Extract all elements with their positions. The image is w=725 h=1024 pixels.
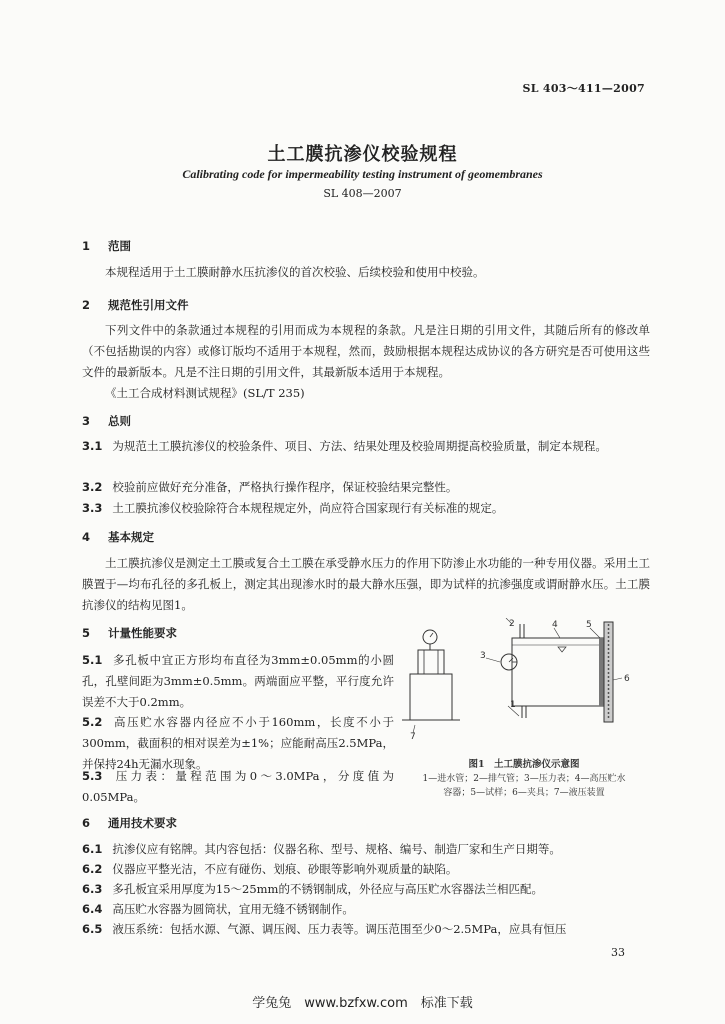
clause-text: 高压贮水容器为圆筒状，宜用无缝不锈钢制作。 — [112, 902, 354, 916]
clause-text: 抗渗仪应有铭牌。其内容包括：仪器名称、型号、规格、编号、制造厂家和生产日期等。 — [112, 842, 561, 856]
section-5-heading — [82, 625, 177, 641]
clause-text: 多孔板宜采用厚度为15～25mm的不锈钢制成，外径应与高压贮水容器法兰相匹配。 — [112, 882, 543, 896]
clause-text: 高压贮水容器内径应不小于160mm，长度不小于300mm，截面积的相对误差为±1%；应能耐高压2.5MPa，并保持24h无漏水现象。 — [82, 715, 394, 771]
section-number: 1 — [82, 239, 91, 253]
clause-text: 仪器应平整光洁，不应有碰伤、划痕、砂眼等影响外观质量的缺陷。 — [112, 862, 458, 876]
section-title: 基本规定 — [108, 530, 154, 544]
section-number: 2 — [82, 298, 91, 312]
section-2-heading — [82, 297, 189, 313]
section-4-text: 土工膜抗渗仪是测定土工膜或复合土工膜在承受静水压力的作用下防渗止水功能的一种专用仪器。采用土工膜置于—均布孔径的多孔板上，测定其出现渗水时的最大静水压强，即为试样的抗渗强度或谓耐静水压。土工膜抗渗仪的结构见图1。 — [82, 556, 650, 612]
clause-number: 6.2 — [82, 862, 103, 876]
clause-number: 6.3 — [82, 882, 103, 896]
clause-text: 校验前应做好充分准备，严格执行操作程序，保证校验结果完整性。 — [112, 480, 458, 494]
clause-number: 3.2 — [82, 480, 103, 494]
clause-number: 5.1 — [82, 653, 103, 667]
section-title: 规范性引用文件 — [108, 298, 189, 312]
clause-number: 3.3 — [82, 501, 103, 515]
clause-6-3 — [82, 879, 650, 900]
high-pressure-container-drawing — [486, 618, 622, 722]
section-1-heading — [82, 238, 131, 254]
diagram-label-2: 2 — [509, 619, 515, 629]
clause-number: 3.1 — [82, 439, 103, 453]
clause-text: 土工膜抗渗仪校验除符合本规程规定外，尚应符合国家现行有关标准的规定。 — [112, 501, 504, 515]
page-number: 33 — [611, 946, 625, 959]
standard-code-header: SL 403～411—2007 — [522, 82, 645, 95]
clause-5-3 — [82, 766, 394, 808]
clause-text: 液压系统：包括水源、气源、调压阀、压力表等。调压范围至少0～2.5MPa，应具有恒压 — [112, 922, 567, 936]
english-subtitle: Calibrating code for impermeability testing instrument of geomembranes — [182, 167, 543, 181]
document-title: 土工膜抗渗仪校验规程 — [267, 144, 458, 165]
watermark-footer: 学兔兔 www.bzfxw.com 标准下载 — [252, 996, 473, 1011]
section-2-text: 下列文件中的条款通过本规程的引用而成为本规程的条款。凡是注日期的引用文件，其随后所有的修改单（不包括勘误的内容）或修订版均不适用于本规程，然而，鼓励根据本规程达成协议的各方研究是否可使用这些文件的最新版本。凡是不注日期的引用文件，其最新版本适用于本规程。 — [82, 323, 650, 379]
clause-number: 6.1 — [82, 842, 103, 856]
standard-number: SL 408—2007 — [323, 187, 402, 200]
clause-number: 6.4 — [82, 902, 103, 916]
clause-number: 5.3 — [82, 769, 103, 783]
section-number: 5 — [82, 626, 91, 640]
section-title: 通用技术要求 — [108, 816, 177, 830]
clause-6-1 — [82, 839, 650, 860]
figure-caption-block — [400, 758, 648, 800]
clause-3-1 — [82, 436, 650, 457]
diagram-label-3: 3 — [480, 651, 486, 661]
section-number: 4 — [82, 530, 91, 544]
section-2-reference: 《土工合成材料测试规程》(SL/T 235) — [105, 386, 305, 400]
section-3-heading — [82, 413, 131, 429]
section-number: 6 — [82, 816, 91, 830]
figure-legend-line-1: 1—进水管；2—排气管；3—压力表；4—高压贮水 — [422, 774, 626, 784]
clause-text: 压力表：量程范围为0～3.0MPa，分度值为0.05MPa。 — [82, 769, 394, 804]
figure-legend-line-2: 容器；5—试样；6—夹具；7—液压装置 — [443, 788, 605, 798]
clause-5-1 — [82, 650, 394, 713]
diagram-label-6: 6 — [624, 674, 630, 684]
section-title: 总则 — [108, 414, 131, 428]
section-4-heading — [82, 529, 154, 545]
diagram-label-5: 5 — [586, 620, 592, 630]
diagram-label-4: 4 — [552, 620, 558, 630]
clause-3-2 — [82, 477, 650, 498]
section-number: 3 — [82, 414, 91, 428]
clause-text: 为规范土工膜抗渗仪的校验条件、项目、方法、结果处理及校验周期提高校验质量，制定本规程。 — [112, 439, 607, 453]
clause-6-2 — [82, 859, 650, 880]
clause-6-5 — [82, 919, 650, 940]
clause-number: 6.5 — [82, 922, 103, 936]
impermeability-tester-diagram — [400, 618, 650, 758]
section-6-heading — [82, 815, 177, 831]
diagram-label-1: 1 — [510, 700, 516, 710]
section-title: 计量性能要求 — [108, 626, 177, 640]
diagram-label-7: 7 — [410, 732, 416, 742]
hydraulic-device-drawing — [402, 630, 460, 733]
clause-6-4 — [82, 899, 650, 920]
clause-text: 多孔板中宜正方形均布直径为3mm±0.05mm的小圆孔，孔壁间距为3mm±0.5mm。两端面应平整，平行度允许误差不大于0.2mm。 — [82, 653, 394, 709]
section-title: 范围 — [108, 239, 131, 253]
section-1-text: 本规程适用于土工膜耐静水压抗渗仪的首次校验、后续校验和使用中校验。 — [105, 265, 485, 279]
clause-3-3 — [82, 498, 650, 519]
clause-number: 5.2 — [82, 715, 103, 729]
figure-caption: 图1 土工膜抗渗仪示意图 — [468, 759, 580, 770]
